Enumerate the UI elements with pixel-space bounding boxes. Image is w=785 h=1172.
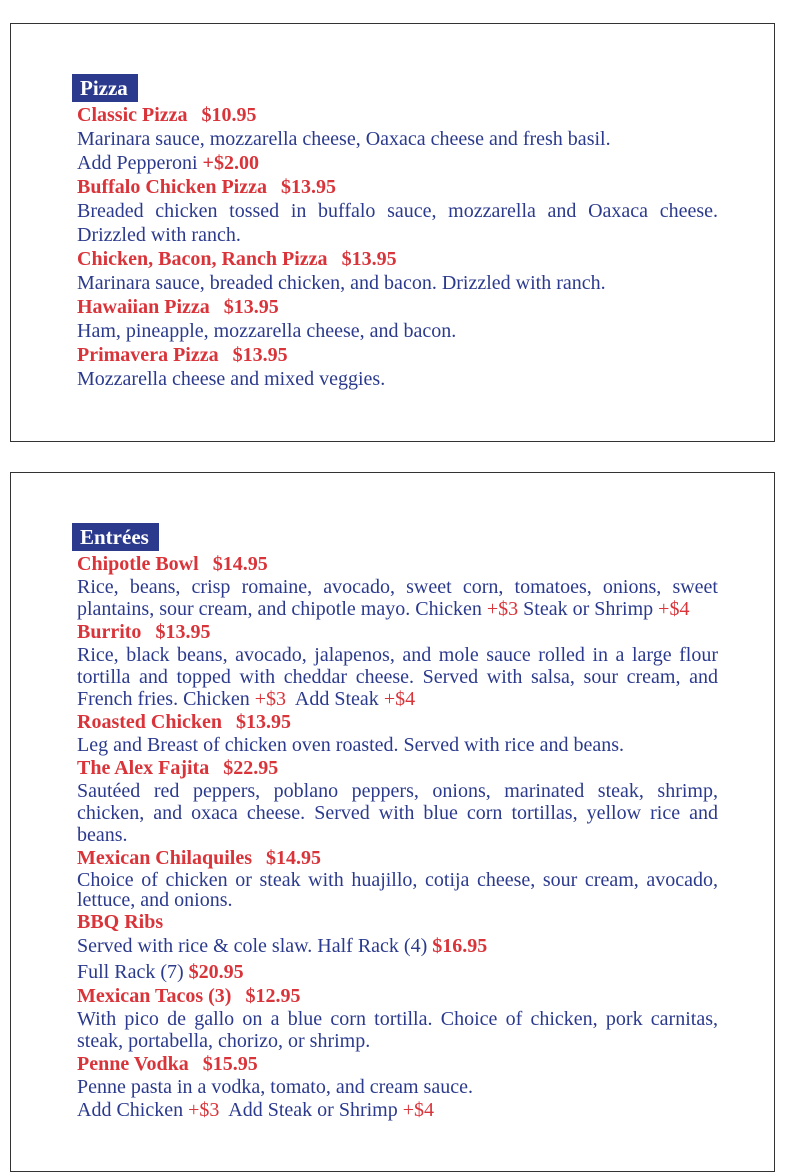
item-price: $14.95 [212, 553, 268, 575]
menu-item-title: Penne Vodka $15.95 [77, 1053, 258, 1075]
item-description: Marinara sauce, breaded chicken, and bacon. Drizzled with ranch. [77, 272, 606, 294]
pizza-menu-page [10, 23, 775, 442]
menu-item-title: Chicken, Bacon, Ranch Pizza $13.95 [77, 248, 397, 270]
addon-price: +$3 [486, 598, 519, 620]
item-price: $13.95 [281, 176, 336, 198]
addon-price: +$2.00 [202, 152, 259, 174]
addon-price: +$3 [254, 688, 287, 710]
entrees-menu-page [10, 472, 775, 1172]
item-addon: Add Pepperoni +$2.00 [77, 152, 259, 174]
item-price: $13.95 [341, 248, 397, 270]
pizza-section [77, 74, 718, 391]
menu-item-title: Hawaiian Pizza $13.95 [77, 296, 279, 318]
addon-price: +$3 [188, 1099, 220, 1121]
item-description: Breaded chicken tossed in buffalo sauce, mozzarella and Oaxaca cheese. Drizzled with ranch. [77, 200, 718, 246]
item-description: With pico de gallo on a blue corn tortilla. Choice of chicken, pork carnitas, steak, portabella, chorizo, or shrimp. [77, 1008, 718, 1052]
menu-item-title: Buffalo Chicken Pizza $13.95 [77, 176, 336, 198]
section-title-entrees: Entrées [72, 523, 159, 551]
item-price: $10.95 [201, 104, 257, 126]
menu-item-title: Chipotle Bowl $14.95 [77, 553, 268, 575]
menu-item-title: Classic Pizza $10.95 [77, 104, 257, 126]
item-addon: Add Chicken +$3 Add Steak or Shrimp +$4 [77, 1099, 434, 1121]
addon-price: +$4 [658, 598, 690, 620]
item-description: Leg and Breast of chicken oven roasted. Served with rice and beans. [77, 734, 625, 756]
item-description: Served with rice & cole slaw. Half Rack (4) $16.95 [77, 935, 488, 957]
menu-item-title: The Alex Fajita $22.95 [77, 757, 279, 779]
item-price: $13.95 [223, 296, 279, 318]
menu-item-title: Mexican Tacos (3) $12.95 [77, 985, 301, 1007]
section-title-pizza: Pizza [72, 74, 138, 102]
item-price: $13.95 [236, 711, 292, 733]
item-price: $15.95 [202, 1053, 258, 1075]
menu-item-title: Roasted Chicken $13.95 [77, 711, 292, 733]
menu-item-title: Primavera Pizza $13.95 [77, 344, 288, 366]
item-description: Rice, black beans, avocado, jalapenos, and mole sauce rolled in a large flour tortilla and topped with cheddar cheese. Served with salsa, sour cream, and French fries. Chicken +$3 Add Steak +$4 [77, 644, 718, 710]
menu-item-title: Mexican Chilaquiles $14.95 [77, 847, 322, 869]
menu-item-title: BBQ Ribs [77, 911, 164, 933]
item-description: Ham, pineapple, mozzarella cheese, and bacon. [77, 320, 457, 342]
item-description: Choice of chicken or steak with huajillo, cotija cheese, sour cream, avocado, lettuce, and onions. [77, 869, 718, 911]
addon-price: $16.95 [432, 935, 488, 957]
item-description: Penne pasta in a vodka, tomato, and cream sauce. [77, 1076, 473, 1098]
item-description: Rice, beans, crisp romaine, avocado, sweet corn, tomatoes, onions, sweet plantains, sour cream, and chipotle mayo. Chicken +$3 Steak or Shrimp +$4 [77, 576, 718, 620]
item-description: Mozzarella cheese and mixed veggies. [77, 368, 386, 390]
item-price: $14.95 [266, 847, 322, 869]
addon-price: +$4 [383, 688, 416, 710]
item-price: $12.95 [245, 985, 301, 1007]
item-addon: Full Rack (7) $20.95 [77, 961, 244, 983]
item-description: Marinara sauce, mozzarella cheese, Oaxaca cheese and fresh basil. [77, 128, 611, 150]
item-price: $13.95 [232, 344, 288, 366]
addon-price: +$4 [402, 1099, 434, 1121]
entrees-section [77, 523, 718, 1122]
item-description: Sautéed red peppers, poblano peppers, onions, marinated steak, shrimp, chicken, and oxaca cheese. Served with blue corn tortillas, yellow rice and beans. [77, 780, 718, 846]
menu-item-title: Burrito $13.95 [77, 621, 211, 643]
item-price: $22.95 [223, 757, 279, 779]
item-price: $13.95 [155, 621, 211, 643]
addon-price: $20.95 [188, 961, 244, 983]
